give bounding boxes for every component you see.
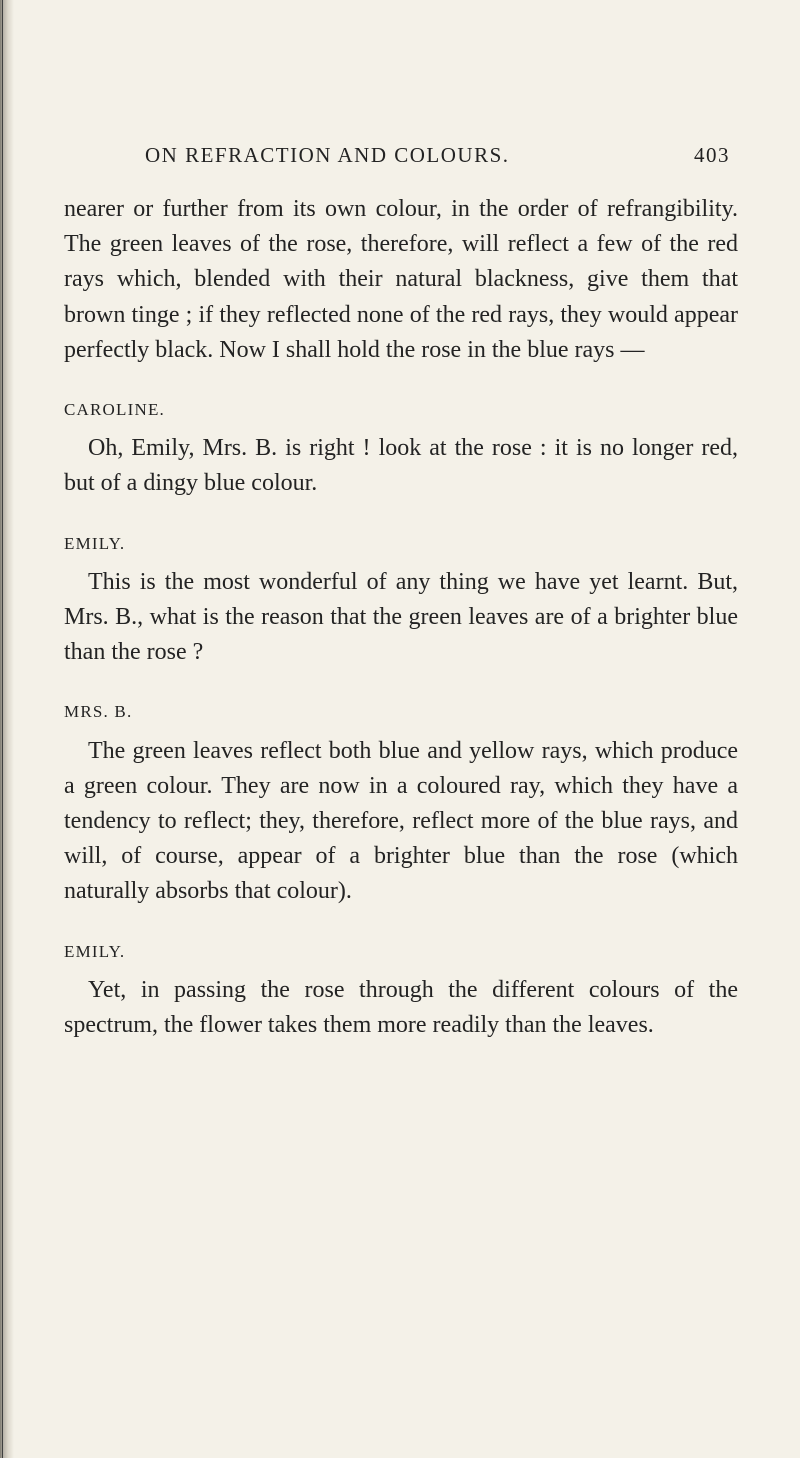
header-title: ON REFRACTION AND COLOURS.	[145, 143, 510, 167]
speaker-name: EMILY.	[64, 533, 126, 553]
page-body	[64, 192, 738, 1043]
speaker-name: CAROLINE.	[64, 400, 165, 420]
page-number: 403	[694, 143, 730, 167]
dialogue-paragraph: The green leaves reflect both blue and yellow rays, which produce a green colour. They are now in a coloured ray, which they have a tendency to reflect; they, therefore, reflect more of the blue rays, and will, of course, appear of a brighter blue than the rose (which naturally absorbs that colour).	[64, 737, 738, 905]
speaker-name: MRS. B.	[64, 702, 133, 722]
opening-paragraph: nearer or further from its own colour, in the order of refrangibility. The green leaves of the rose, therefore, will reflect a few of the red rays which, blended with their natural blackness, give them that brown tinge ; if they reflected none of the red rays, they would appear perfectly black. Now I shall hold the rose in the blue rays —	[64, 196, 738, 363]
dialogue-paragraph: Oh, Emily, Mrs. B. is right ! look at the rose : it is no longer red, but of a dingy blue colour.	[64, 435, 738, 497]
running-header	[145, 143, 730, 175]
dialogue-paragraph: This is the most wonderful of any thing we have yet learnt. But, Mrs. B., what is the reason that the green leaves are of a brighter blue than the rose ?	[64, 568, 738, 666]
dialogue-paragraph: Yet, in passing the rose through the different colours of the spectrum, the flower takes them more readily than the leaves.	[64, 976, 738, 1039]
page-edge-line	[2, 0, 3, 1458]
speaker-name: EMILY.	[64, 941, 126, 961]
